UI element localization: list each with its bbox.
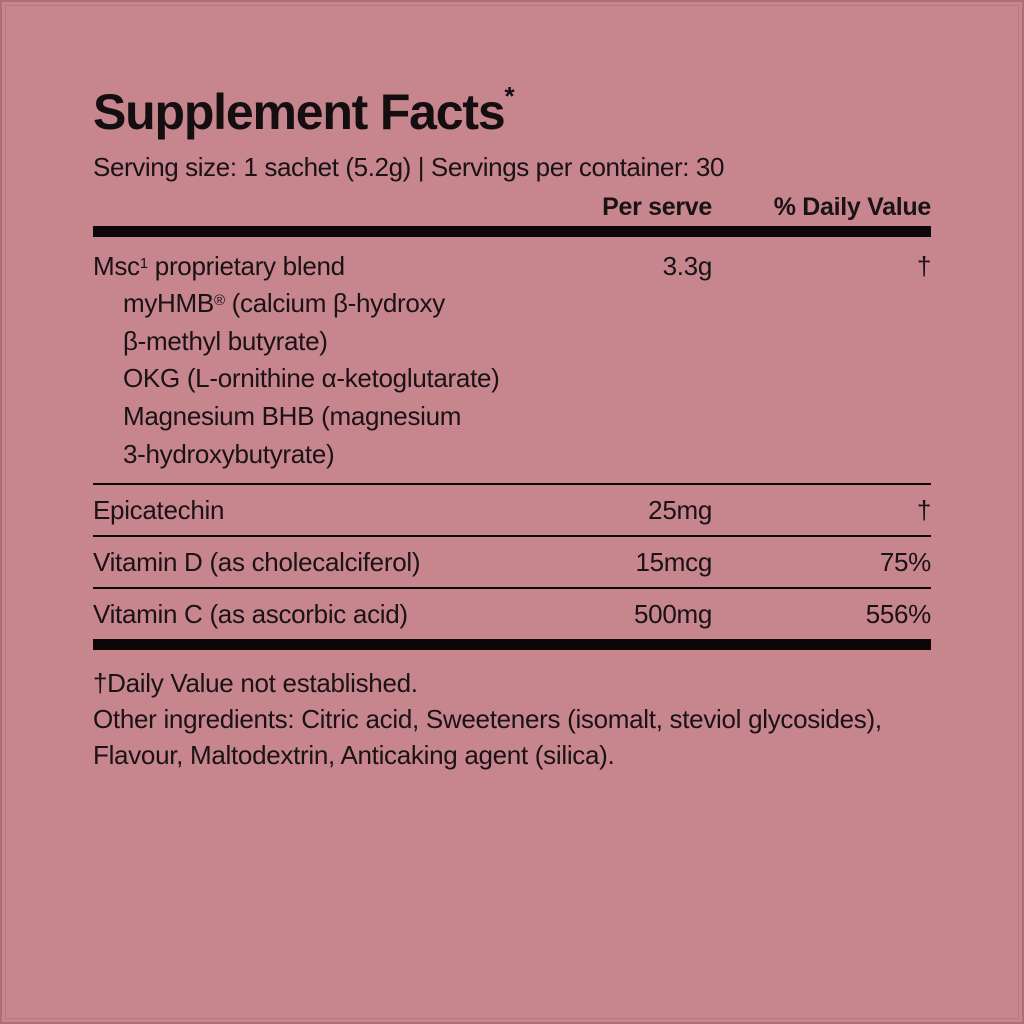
title-asterisk: * (504, 81, 515, 111)
blend-main-row (93, 237, 931, 283)
table-row-epicatechin (93, 485, 931, 535)
serving-info: Serving size: 1 sachet (5.2g) | Servings per container: 30 (93, 152, 725, 182)
blend-name-superscript: 1 (139, 255, 148, 272)
blend-name-post: proprietary blend (147, 250, 345, 281)
table-row-proprietary-blend (93, 237, 931, 483)
blend-name (93, 247, 512, 283)
panel-title-text: Supplement Facts (93, 84, 505, 140)
ingredient-daily-value: † (916, 494, 931, 525)
ingredient-amount: 15mcg (635, 546, 712, 577)
ingredient-daily-value: 75% (879, 546, 931, 577)
ingredient-name: Vitamin D (as cholecalciferol) (93, 546, 421, 577)
table-header-row (93, 193, 931, 221)
blend-component (93, 396, 931, 434)
component-text: 3-hydroxybutyrate) (123, 438, 335, 469)
ingredient-amount: 25mg (648, 494, 712, 525)
component-text: myHMB (123, 287, 214, 318)
component-text: OKG (L-ornithine α-ketoglutarate) (123, 363, 500, 394)
blend-component (93, 434, 931, 472)
component-text: Magnesium BHB (magnesium (123, 400, 462, 431)
thick-rule-top (93, 226, 931, 237)
column-header-daily-value: % Daily Value (773, 193, 931, 221)
ingredient-name: Vitamin C (as ascorbic acid) (93, 598, 408, 629)
component-text-cont: (calcium β-hydroxy (224, 287, 445, 318)
blend-component (93, 321, 931, 359)
column-header-per-serve: Per serve (602, 193, 712, 221)
registered-mark: ® (213, 291, 225, 309)
table-row-vitamin-c (93, 589, 931, 639)
panel-title (93, 70, 931, 138)
blend-amount: 3.3g (662, 250, 712, 281)
blend-component (93, 358, 931, 396)
ingredient-name: Epicatechin (93, 494, 225, 525)
thick-rule-bottom (93, 639, 931, 650)
ingredient-amount: 500mg (634, 598, 712, 629)
blend-daily-value: † (916, 250, 931, 281)
table-row-vitamin-d (93, 537, 931, 587)
ingredient-daily-value: 556% (865, 598, 931, 629)
blend-component (93, 283, 931, 321)
facts-table (93, 193, 931, 650)
daily-value-footnote: †Daily Value not established. (93, 667, 418, 698)
other-ingredients-text: Other ingredients: Citric acid, Sweeteners (isomalt, steviol glycosides), Flavour, Maltodextrin, Anticaking agent (silica). (93, 703, 882, 770)
supplement-facts-panel (93, 70, 931, 773)
footnotes-block (93, 665, 931, 773)
blend-name-pre: Msc (93, 250, 140, 281)
component-text: β-methyl butyrate) (123, 325, 328, 356)
